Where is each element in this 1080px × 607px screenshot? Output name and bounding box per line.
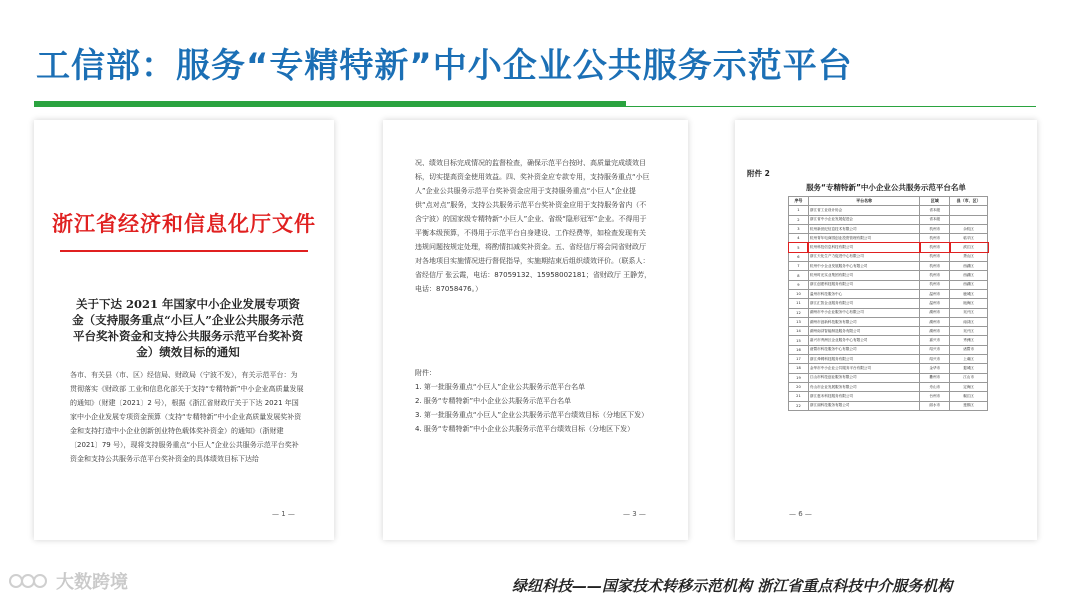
watermark-logo [8, 568, 128, 594]
table-cell: 杭州市 [920, 271, 950, 280]
table-header-row [789, 197, 988, 206]
table-cell: 台州市 [920, 392, 950, 401]
table-cell: 西湖区 [950, 262, 988, 271]
table-cell: 滨江区 [950, 243, 988, 252]
footer-org-text: 绿纽科技——国家技术转移示范机构 浙江省重点科技中介服务机构 [512, 577, 953, 595]
table-cell: 17 [789, 355, 809, 364]
attachment-item: 3. 第一批服务重点“小巨人”企业公共服务示范平台绩效目标（分地区下发） [415, 411, 649, 419]
table-cell: 诸暨市 [950, 345, 988, 354]
table-cell: 吴兴区 [950, 327, 988, 336]
table-cell: 浙江舜网科技服务有限公司 [808, 355, 919, 364]
platform-list-title: 服务“专精特新”中小企业公共服务示范平台名单 [806, 183, 966, 192]
table-cell: 秀洲区 [950, 336, 988, 345]
table-cell: 浙江省工业设计协会 [808, 206, 919, 215]
red-divider [60, 250, 308, 252]
table-cell: 江山市科技创业服务有限公司 [808, 373, 919, 382]
watermark-text: 大数跨境 [56, 572, 128, 593]
table-cell [950, 206, 988, 215]
table-cell: 3 [789, 224, 809, 233]
column-header: 序号 [789, 197, 809, 206]
table-row [789, 336, 988, 345]
table-cell: 嘉兴市秀洲区企业服务中心有限公司 [808, 336, 919, 345]
table-cell: 湖州南浔智能制造服务有限公司 [808, 327, 919, 336]
column-header: 县（市、区） [950, 197, 988, 206]
table-cell: 20 [789, 382, 809, 391]
table-row [789, 289, 988, 298]
table-row [789, 271, 988, 280]
table-cell: 杭州科技信息科技有限公司 [808, 243, 919, 252]
table-row [789, 401, 988, 410]
table-cell: 鹿城区 [950, 289, 988, 298]
table-cell: 定海区 [950, 382, 988, 391]
table-cell: 湖州市 [920, 317, 950, 326]
table-cell: 浙江惠禾科技服务有限公司 [808, 392, 919, 401]
table-cell: 5 [789, 243, 809, 252]
table-row [789, 224, 988, 233]
table-row [789, 252, 988, 261]
table-cell: 15 [789, 336, 809, 345]
table-cell: 嘉兴市 [920, 336, 950, 345]
table-cell: 14 [789, 327, 809, 336]
title-underline-bar [34, 101, 626, 107]
table-cell: 21 [789, 392, 809, 401]
table-cell: 22 [789, 401, 809, 410]
table-row [789, 280, 988, 289]
platform-list-table [788, 196, 988, 411]
table-cell: 温州市科技服务中心 [808, 289, 919, 298]
table-cell: 绍兴市 [920, 345, 950, 354]
table-cell: 杭州新世纪信息技术有限公司 [808, 224, 919, 233]
attachment-item: 2. 服务“专精特新”中小企业公共服务示范平台名单 [415, 397, 572, 405]
table-cell: 杭州市 [920, 234, 950, 243]
table-cell: 1 [789, 206, 809, 215]
page-number: — 1 — [272, 510, 295, 518]
table-cell: 温州市 [920, 289, 950, 298]
table-cell: 瓯海区 [950, 299, 988, 308]
table-cell: 舟山市 [920, 382, 950, 391]
table-cell: 椒江区 [950, 392, 988, 401]
table-cell: 省本级 [920, 206, 950, 215]
table-row [789, 308, 988, 317]
notice-body: 各市、有关县（市、区）经信局、财政局（宁波不发），有关示范平台：为贯彻落实《财政部 工业和信息化部关于支持“专精特新”中小企业高质量发展的通知》（财建〔2021〕2 号），根据《浙江省财政厅关于下达 2021 年国家中小企业发展专项资金预算（支持“专精特新”中小企业高质量发展奖补资金和支持打造中小企业创新创业特色载体奖补资金）的通知》（浙财建〔2021〕79 号），现将支持服务重点“小巨人”企业公共服务示范平台奖补资金和支持公共服务示范平台奖补资金的具体绩效目标下达给 [70, 371, 304, 463]
table-cell: 江山市 [950, 373, 988, 382]
table-cell: 杭州市 [920, 224, 950, 233]
page-title: 工信部：服务“专精特新”中小企业公共服务示范平台 [36, 46, 853, 86]
table-cell: 9 [789, 280, 809, 289]
table-cell: 18 [789, 364, 809, 373]
table-cell: 余杭区 [950, 224, 988, 233]
table-cell: 丽水市 [920, 401, 950, 410]
table-cell: 湖州市创新科技服务有限公司 [808, 317, 919, 326]
table-row [789, 215, 988, 224]
table-cell: 杭州市 [920, 262, 950, 271]
table-row [789, 327, 988, 336]
table-cell: 金华市中小企业公共服务平台有限公司 [808, 364, 919, 373]
table-cell: 4 [789, 234, 809, 243]
table-cell: 杭州市 [920, 243, 950, 252]
column-header: 平台名称 [808, 197, 919, 206]
table-row [789, 345, 988, 354]
table-cell: 省本级 [920, 215, 950, 224]
annex-label: 附件 2 [747, 169, 770, 178]
table-row [789, 243, 988, 252]
table-row [789, 392, 988, 401]
table-cell: 南浔区 [950, 317, 988, 326]
table-cell: 浙江汇智企业服务有限公司 [808, 299, 919, 308]
table-cell: 6 [789, 252, 809, 261]
table-cell: 12 [789, 308, 809, 317]
table-cell: 7 [789, 262, 809, 271]
table-cell: 西湖区 [950, 280, 988, 289]
document-red-header: 浙江省经济和信息化厅文件 [52, 211, 316, 236]
table-cell: 杭州市 [920, 252, 950, 261]
table-cell: 浙江天化生产力促进中心有限公司 [808, 252, 919, 261]
table-row [789, 234, 988, 243]
document-page-6 [735, 120, 1037, 540]
table-cell: 莲都区 [950, 401, 988, 410]
table-cell: 舟山市企业发展服务有限公司 [808, 382, 919, 391]
table-cell: 湖州市 [920, 327, 950, 336]
table-cell: 2 [789, 215, 809, 224]
table-cell: 诸暨市科技服务中心有限公司 [808, 345, 919, 354]
table-row [789, 206, 988, 215]
page-number: — 6 — [789, 510, 812, 518]
table-cell: 萧山区 [950, 252, 988, 261]
attachments-list [415, 366, 652, 436]
table-row [789, 364, 988, 373]
table-row [789, 373, 988, 382]
table-cell: 13 [789, 317, 809, 326]
table-cell: 16 [789, 345, 809, 354]
table-cell: 浙江省中小企业发展促进会 [808, 215, 919, 224]
table-cell: 西湖区 [950, 271, 988, 280]
table-cell: 金华市 [920, 364, 950, 373]
notice-body: 况、绩效目标完成情况的监督检查，确保示范平台按时、高质量完成绩效目标，切实提高资金使用效益。四、奖补资金应专款专用，支持服务重点“小巨人”企业公共服务示范平台奖补资金应用于支持服务重点“小巨人”企业提供“点对点”服务，支持公共服务示范平台奖补资金应用于支持服务省内（不含宁波）的国家级专精特新“小巨人”企业、省级“隐形冠军”企业。不得用于平衡本级预算，不得用于示范平台自身建设、工作经费等，如检查发现有关违规问题按规定处理，将酌情扣减奖补资金。五、省经信厅将会同省财政厅对各地项目实施情况进行督促指导，实施期结束后组织绩效评价。（联系人：省经信厅 张云霞，电话：87059132、15958002181；省财政厅 王静芳，电话：87058476。） [415, 159, 652, 293]
table-cell: 杭州青年电商园创业投资管理有限公司 [808, 234, 919, 243]
table-cell: 浙江创建科技服务有限公司 [808, 280, 919, 289]
table-row [789, 355, 988, 364]
table-cell: 湖州市中小企业服务中心有限公司 [808, 308, 919, 317]
table-cell: 吴兴区 [950, 308, 988, 317]
table-cell: 绍兴市 [920, 355, 950, 364]
table-cell: 婺城区 [950, 364, 988, 373]
table-cell: 8 [789, 271, 809, 280]
watermark-icon [8, 569, 52, 593]
table-cell: 杭州市 [920, 280, 950, 289]
table-cell [950, 215, 988, 224]
document-page-1 [34, 120, 334, 540]
page-number: — 3 — [623, 510, 646, 518]
table-cell: 杭州时光实业集团有限公司 [808, 271, 919, 280]
table-cell: 浙江丽科技服务有限公司 [808, 401, 919, 410]
document-page-3 [383, 120, 688, 540]
table-cell: 温州市 [920, 299, 950, 308]
table-row [789, 382, 988, 391]
attachment-item: 1. 第一批服务重点“小巨人”企业公共服务示范平台名单 [415, 383, 586, 391]
table-cell: 湖州市 [920, 308, 950, 317]
notice-title: 关于下达 2021 年国家中小企业发展专项资金（支持服务重点“小巨人”企业公共服务示范平台奖补资金和支持公共服务示范平台奖补资金）绩效目标的通知 [72, 297, 304, 359]
table-cell: 衢州市 [920, 373, 950, 382]
table-cell: 10 [789, 289, 809, 298]
table-cell: 上虞区 [950, 355, 988, 364]
attachment-item: 4. 服务“专精特新”中小企业公共服务示范平台绩效目标（分地区下发） [415, 425, 635, 433]
table-cell: 19 [789, 373, 809, 382]
table-cell: 杭州中小企业发展服务中心有限公司 [808, 262, 919, 271]
table-row [789, 262, 988, 271]
title-underline-thin [626, 106, 1036, 107]
column-header: 区域 [920, 197, 950, 206]
attachments-label: 附件： [415, 369, 436, 377]
table-row [789, 317, 988, 326]
table-cell: 11 [789, 299, 809, 308]
table-row [789, 299, 988, 308]
table-cell: 临平区 [950, 234, 988, 243]
